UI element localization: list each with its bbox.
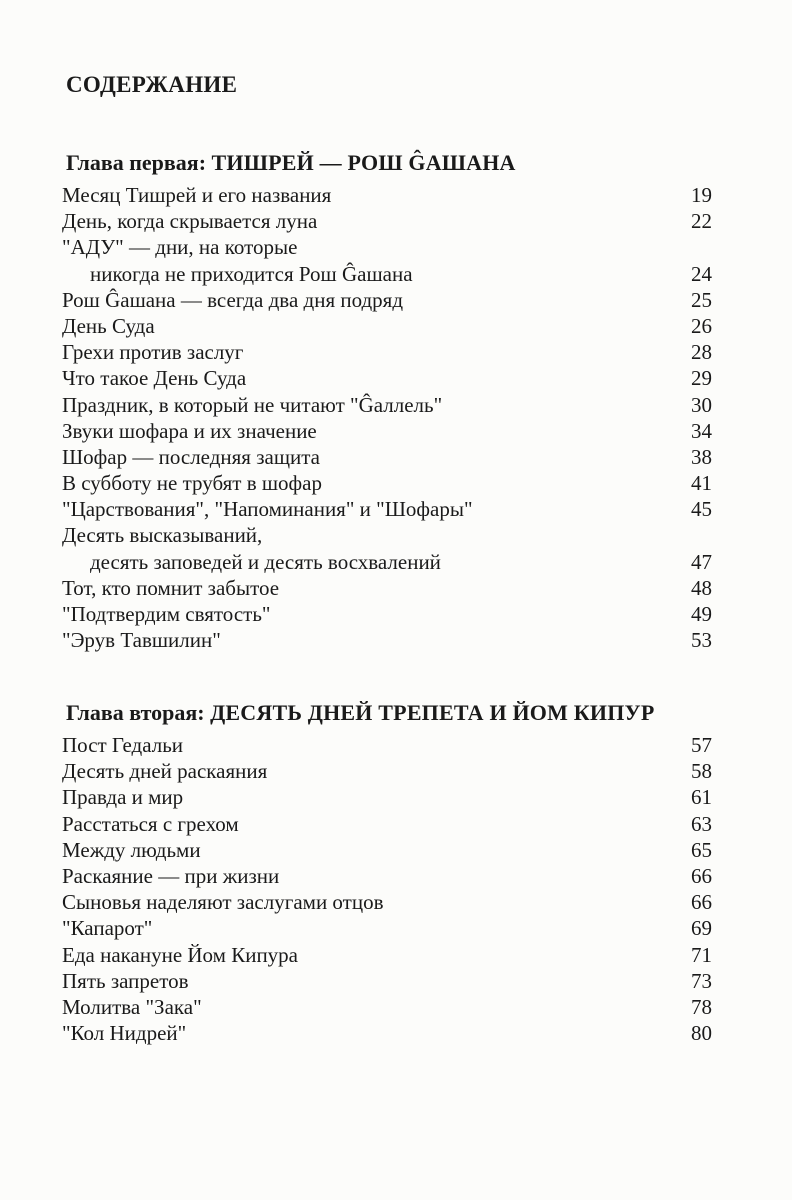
entry-page: 66	[691, 863, 712, 888]
chapter-2-label: Глава вторая:	[66, 700, 205, 725]
entry-page: 19	[691, 183, 712, 207]
entry-title: Правда и мир	[62, 785, 184, 810]
entry-page: 61	[691, 785, 712, 810]
entry-title: Пост Гедальи	[62, 733, 184, 757]
entry-title: "Эрув Тавшилин"	[62, 628, 221, 653]
entry-title: В субботу не трубят в шофар	[62, 471, 322, 496]
entry-title: Грехи против заслуг	[62, 340, 244, 365]
entry-title: Десять высказываний,	[62, 523, 263, 548]
toc-entry	[62, 418, 712, 444]
entry-page: 71	[691, 942, 712, 967]
toc-entry	[62, 496, 712, 522]
entry-page: 34	[691, 418, 712, 443]
toc-entry	[62, 287, 712, 313]
entry-title: Расстаться с грехом	[62, 811, 239, 836]
toc-entry	[62, 182, 712, 208]
toc-entry-continuation	[62, 261, 712, 287]
toc-entry	[62, 837, 712, 863]
chapter-1-label: Глава первая:	[66, 150, 207, 175]
entry-page: 24	[691, 261, 712, 286]
toc-entry	[62, 784, 712, 810]
entry-title: никогда не приходится Рош Ĝашана	[90, 261, 413, 286]
entry-page: 30	[691, 392, 712, 417]
entry-page: 66	[691, 890, 712, 915]
entry-page: 53	[691, 628, 712, 653]
entry-title: День Суда	[62, 313, 155, 338]
toc-entry	[62, 339, 712, 365]
toc-entry	[62, 1020, 712, 1046]
chapter-1-entries	[62, 182, 712, 653]
entry-title: Месяц Тишрей и его названия	[62, 183, 332, 207]
entry-title: десять заповедей и десять восхвалений	[90, 549, 441, 574]
entry-title: "Капарот"	[62, 916, 153, 941]
entry-page: 73	[691, 968, 712, 993]
entry-page: 63	[691, 811, 712, 836]
chapter-2-entries	[62, 732, 712, 1046]
entry-page: 26	[691, 313, 712, 338]
entry-title: День, когда скрывается луна	[62, 209, 318, 234]
entry-page: 78	[691, 994, 712, 1019]
entry-title: Молитва "Зака"	[62, 994, 202, 1019]
entry-title: Звуки шофара и их значение	[62, 418, 317, 443]
entry-title: Рош Ĝашана — всегда два дня подряд	[62, 287, 404, 312]
entry-page: 38	[691, 444, 712, 469]
entry-page: 49	[691, 602, 712, 626]
entry-title: Тот, кто помнит забытое	[62, 575, 280, 600]
toc-entry	[62, 575, 712, 601]
toc-entry	[62, 863, 712, 889]
entry-page: 65	[691, 837, 712, 862]
entry-page: 29	[691, 366, 712, 391]
entry-page: 25	[691, 287, 712, 312]
entry-title: Десять дней раскаяния	[62, 759, 268, 784]
entry-page: 80	[691, 1021, 712, 1046]
toc-entry	[62, 365, 712, 391]
chapter-2-title: ДЕСЯТЬ ДНЕЙ ТРЕПЕТА И ЙОМ КИПУР	[210, 700, 655, 725]
entry-title: Между людьми	[62, 837, 201, 862]
entry-title: Пять запретов	[62, 968, 189, 993]
entry-title: Еда накануне Йом Кипура	[62, 942, 299, 967]
toc-entry	[62, 208, 712, 234]
entry-title: Раскаяние — при жизни	[62, 863, 280, 888]
entry-title: Праздник, в который не читают "Ĝаллель"	[62, 392, 443, 417]
entry-page: 48	[691, 575, 712, 600]
entry-title: Сыновья наделяют заслугами отцов	[62, 890, 384, 915]
entry-title: Шофар — последняя защита	[62, 444, 320, 469]
entry-title: "Кол Нидрей"	[62, 1021, 187, 1046]
toc-entry	[62, 732, 712, 758]
entry-page: 28	[691, 340, 712, 365]
chapter-2-heading	[66, 700, 655, 726]
toc-entry	[62, 627, 712, 653]
entry-title: "Подтвердим святость"	[62, 602, 271, 626]
entry-page: 58	[691, 759, 712, 784]
toc-entry	[62, 313, 712, 339]
toc-entry	[62, 601, 712, 627]
chapter-1-heading	[66, 150, 516, 176]
entry-page: 69	[691, 916, 712, 941]
toc-entry-continuation	[62, 549, 712, 575]
toc-entry	[62, 392, 712, 418]
toc-entry	[62, 470, 712, 496]
toc-entry	[62, 811, 712, 837]
toc-entry	[62, 968, 712, 994]
chapter-1-title: ТИШРЕЙ — РОШ ĜАШАНА	[211, 150, 516, 175]
toc-entry	[62, 234, 712, 260]
entry-title: "Царствования", "Напоминания" и "Шофары"	[62, 497, 473, 522]
page-title: СОДЕРЖАНИЕ	[66, 72, 238, 97]
toc-entry	[62, 942, 712, 968]
entry-page: 22	[691, 209, 712, 234]
entry-page: 47	[691, 549, 712, 574]
toc-entry	[62, 522, 712, 548]
toc-entry	[62, 758, 712, 784]
toc-entry	[62, 994, 712, 1020]
entry-page: 45	[691, 497, 712, 522]
toc-entry	[62, 889, 712, 915]
toc-entry	[62, 915, 712, 941]
toc-entry	[62, 444, 712, 470]
entry-title: "АДУ" — дни, на которые	[62, 235, 298, 260]
entry-title: Что такое День Суда	[62, 366, 247, 391]
entry-page: 57	[691, 733, 712, 757]
entry-page: 41	[691, 471, 712, 496]
